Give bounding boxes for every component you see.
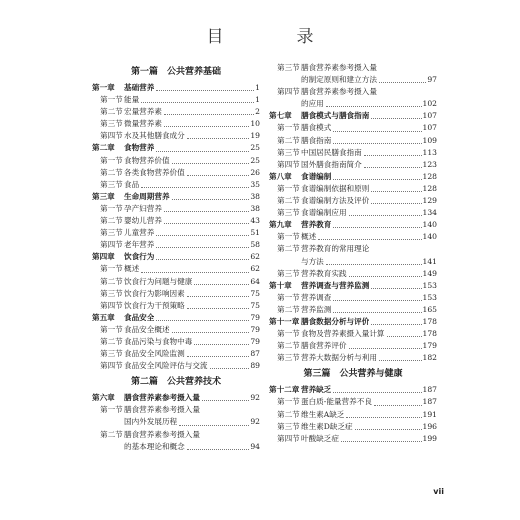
toc-page-number: 187	[422, 385, 437, 395]
toc-leader-dots	[172, 199, 250, 200]
toc-page-number: 149	[422, 268, 437, 278]
toc-page-number: 140	[422, 232, 437, 242]
toc-entry-title: 饮食行为	[124, 252, 155, 262]
toc-section-entry	[269, 183, 437, 195]
toc-leader-dots	[179, 425, 249, 426]
toc-entry-title: 宏量营养素	[124, 107, 162, 117]
toc-entry-label: 第三节	[277, 147, 300, 157]
toc-leader-dots	[326, 264, 422, 265]
toc-page-number: 187	[422, 397, 437, 407]
toc-entry-continuation	[92, 441, 260, 453]
toc-chapter-entry	[269, 171, 437, 183]
toc-part-heading: 第三篇 公共营养与健康	[303, 369, 403, 380]
toc-leader-dots	[156, 151, 249, 152]
toc-entry-title: 膳食营养素参考摄入量	[301, 87, 377, 97]
toc-leader-dots	[379, 360, 422, 361]
toc-entry-title: 食品安全概述	[124, 324, 170, 334]
toc-entry-label: 第四节	[100, 240, 123, 250]
toc-leader-dots	[333, 179, 421, 180]
toc-entry-title: 食谱编制应用	[301, 208, 347, 218]
toc-entry-label: 第七章	[269, 111, 292, 121]
toc-chapter-entry	[92, 392, 260, 404]
toc-entry-title: 膳食营养评价	[301, 341, 347, 351]
toc-entry-label: 第三节	[100, 349, 123, 359]
toc-entry-label: 第三节	[277, 353, 300, 363]
toc-leader-dots	[374, 405, 422, 406]
toc-entry-title: 能量	[124, 95, 140, 105]
page-title: 目 录	[206, 27, 342, 47]
toc-entry-continuation	[269, 256, 437, 268]
toc-entry-title: 食品	[124, 179, 140, 189]
toc-page-number: 75	[250, 300, 260, 310]
toc-leader-dots	[355, 429, 422, 430]
toc-section-entry	[269, 62, 437, 74]
toc-page-number: 26	[250, 167, 260, 177]
toc-entry-title: 中国居民膳食指南	[301, 147, 362, 157]
toc-entry-title: 的基本理论和概念	[124, 441, 185, 451]
toc-section-entry	[92, 215, 260, 227]
toc-entry-continuation	[269, 98, 437, 110]
toc-page-number: 165	[422, 304, 437, 314]
toc-entry-label: 第四节	[277, 433, 300, 443]
toc-page-number: 178	[422, 329, 437, 339]
toc-entry-title: 营养教育的常用理论	[301, 244, 370, 254]
toc-section-entry	[92, 227, 260, 239]
toc-chapter-entry	[92, 142, 260, 154]
toc-entry-label: 第二节	[277, 409, 300, 419]
toc-entry-title: 的应用	[301, 99, 324, 109]
toc-entry-title: 膳食营养素参考摄入量	[124, 429, 200, 439]
toc-leader-dots	[326, 106, 422, 107]
toc-chapter-entry	[92, 82, 260, 94]
toc-page-number: 1	[255, 83, 260, 92]
toc-section-entry	[92, 94, 260, 106]
toc-leader-dots	[164, 223, 249, 224]
toc-entry-title: 饮食行为问题与健康	[124, 276, 193, 286]
toc-page-number: 38	[250, 203, 260, 213]
toc-chapter-entry	[92, 251, 260, 263]
toc-chapter-entry	[92, 312, 260, 324]
toc-page-number: 97	[427, 75, 437, 85]
toc-chapter-entry	[269, 384, 437, 396]
toc-page-number: 113	[422, 147, 437, 157]
toc-entry-title: 食物营养	[124, 143, 155, 153]
toc-leader-dots	[371, 118, 421, 119]
toc-page-number: 107	[422, 123, 437, 133]
toc-entry-label: 第三节	[277, 208, 300, 218]
toc-leader-dots	[141, 102, 254, 103]
toc-page-number: 2	[255, 107, 260, 117]
toc-section-entry	[92, 324, 260, 336]
toc-entry-title: 营养教育实践	[301, 268, 347, 278]
toc-leader-dots	[349, 348, 422, 349]
toc-leader-dots	[194, 284, 249, 285]
toc-leader-dots	[156, 247, 249, 248]
toc-entry-title: 国内外发展历程	[124, 417, 178, 427]
toc-entry-label: 第三节	[277, 421, 300, 431]
toc-page-number: 25	[250, 155, 260, 165]
toc-section-entry	[269, 147, 437, 159]
toc-page-number: 35	[250, 179, 260, 189]
toc-entry-label: 第一节	[277, 329, 300, 339]
toc-entry-label: 第二节	[100, 336, 123, 346]
toc-leader-dots	[333, 392, 421, 393]
toc-section-entry	[92, 263, 260, 275]
toc-part-heading: 第二篇 公共营养技术	[130, 377, 221, 388]
toc-entry-label: 第三节	[100, 228, 123, 238]
toc-page-number: 153	[422, 280, 437, 290]
toc-page-number: 10	[250, 119, 260, 129]
toc-section-entry	[269, 396, 437, 408]
toc-leader-dots	[333, 227, 421, 228]
toc-leader-dots	[194, 344, 249, 345]
toc-leader-dots	[387, 336, 422, 337]
toc-leader-dots	[187, 356, 250, 357]
toc-entry-label: 第一节	[277, 232, 300, 242]
toc-leader-dots	[333, 131, 421, 132]
toc-entry-title: 的制定原则和建立方法	[301, 75, 377, 85]
toc-section-entry	[269, 207, 437, 219]
toc-entry-label: 第三章	[92, 191, 115, 201]
toc-entry-label: 第一节	[277, 183, 300, 193]
toc-entry-label: 第一节	[100, 405, 123, 415]
toc-leader-dots	[164, 126, 249, 127]
toc-entry-title: 概述	[124, 264, 140, 274]
toc-leader-dots	[379, 82, 426, 83]
toc-entry-title: 食谱编制方法及评价	[301, 196, 370, 206]
toc-page-number: 107	[422, 111, 437, 121]
toc-entry-title: 营养调查与营养监测	[301, 280, 370, 290]
toc-section-entry	[92, 106, 260, 118]
toc-entry-label: 第一节	[100, 324, 123, 334]
toc-entry-title: 食物营养价值	[124, 155, 170, 165]
toc-entry-label: 第二节	[100, 276, 123, 286]
toc-leader-dots	[141, 187, 249, 188]
toc-section-entry	[269, 328, 437, 340]
toc-leader-dots	[156, 235, 249, 236]
toc-section-entry	[92, 118, 260, 130]
toc-page-number: 140	[422, 220, 437, 230]
toc-section-entry	[269, 292, 437, 304]
toc-entry-label: 第一节	[277, 397, 300, 407]
toc-entry-title: 膳食营养素参考摄入量	[124, 405, 200, 415]
toc-entry-label: 第八章	[269, 171, 292, 181]
toc-entry-label: 第二节	[100, 429, 123, 439]
toc-page-number: 64	[250, 276, 260, 286]
toc-leader-dots	[371, 288, 421, 289]
toc-section-entry	[92, 276, 260, 288]
toc-page-number: 102	[422, 99, 437, 109]
toc-entry-label: 第二节	[100, 107, 123, 117]
toc-chapter-entry	[269, 280, 437, 292]
toc-section-entry	[92, 429, 260, 441]
toc-entry-label: 第二章	[92, 143, 115, 153]
toc-section-entry	[269, 352, 437, 364]
toc-entry-label: 第二节	[277, 196, 300, 206]
toc-entry-label: 第一节	[100, 155, 123, 165]
toc-leader-dots	[172, 332, 250, 333]
toc-entry-label: 第一节	[277, 292, 300, 302]
toc-leader-dots	[187, 175, 250, 176]
toc-leader-dots	[164, 114, 254, 115]
toc-leader-dots	[349, 276, 422, 277]
toc-entry-title: 食谱编制	[301, 171, 332, 181]
toc-section-entry	[92, 155, 260, 167]
toc-entry-label: 第二节	[277, 304, 300, 314]
toc-leader-dots	[187, 449, 250, 450]
toc-entry-title: 各类食物营养价值	[124, 167, 185, 177]
toc-page-number: 79	[250, 336, 260, 346]
toc-section-entry	[269, 268, 437, 280]
toc-section-entry	[269, 135, 437, 147]
toc-entry-title: 营养大数据分析与利用	[301, 353, 377, 363]
toc-page-number: 178	[422, 316, 437, 326]
toc-section-entry	[92, 300, 260, 312]
toc-section-entry	[92, 336, 260, 348]
toc-entry-title: 水及其他膳食成分	[124, 131, 185, 141]
toc-section-entry	[269, 195, 437, 207]
toc-entry-continuation	[92, 416, 260, 428]
toc-page-number: 43	[250, 216, 260, 226]
toc-left-column	[92, 62, 260, 453]
toc-entry-title: 营养教育	[301, 220, 332, 230]
toc-entry-label: 第一节	[100, 95, 123, 105]
toc-page-number: 79	[250, 324, 260, 334]
toc-chapter-entry	[269, 219, 437, 231]
toc-page-number: 128	[422, 183, 437, 193]
page-number: vii	[433, 487, 444, 496]
toc-page-number: 182	[422, 353, 437, 363]
toc-entry-label: 第二节	[100, 216, 123, 226]
toc-section-entry	[92, 404, 260, 416]
toc-leader-dots	[364, 155, 422, 156]
toc-entry-title: 食品安全风险评估与交流	[124, 361, 208, 371]
toc-entry-title: 孕产妇营养	[124, 203, 162, 213]
toc-leader-dots	[364, 167, 422, 168]
toc-section-entry	[269, 86, 437, 98]
toc-entry-label: 第四节	[277, 159, 300, 169]
toc-page-number: 199	[422, 433, 437, 443]
toc-entry-title: 蛋白质-能量营养不良	[301, 397, 372, 407]
toc-leader-dots	[187, 138, 250, 139]
toc-section-entry	[92, 288, 260, 300]
toc-entry-label: 第一节	[100, 203, 123, 213]
toc-entry-label: 第三节	[100, 288, 123, 298]
toc-section-entry	[269, 340, 437, 352]
toc-page-number: 25	[250, 143, 260, 153]
toc-section-entry	[269, 433, 437, 445]
toc-leader-dots	[349, 215, 422, 216]
toc-entry-label: 第五章	[92, 312, 115, 322]
toc-leader-dots	[156, 90, 254, 91]
toc-entry-title: 维生素D缺乏症	[301, 421, 353, 431]
toc-section-entry	[92, 130, 260, 142]
toc-entry-label: 第二节	[100, 167, 123, 177]
toc-leader-dots	[141, 272, 249, 273]
toc-page-number: 123	[422, 159, 437, 169]
toc-page-number: 191	[422, 409, 437, 419]
toc-leader-dots	[333, 312, 421, 313]
toc-entry-title: 膳食营养素参考摄入量	[124, 393, 200, 403]
toc-entry-title: 概述	[301, 232, 317, 242]
toc-entry-label: 第四节	[277, 87, 300, 97]
toc-entry-label: 第一章	[92, 83, 115, 92]
toc-section-entry	[269, 304, 437, 316]
toc-section-entry	[92, 239, 260, 251]
toc-section-entry	[269, 421, 437, 433]
toc-page-number: 109	[422, 135, 437, 145]
toc-entry-label: 第十二章	[269, 385, 300, 395]
toc-leader-dots	[341, 441, 422, 442]
toc-entry-label: 第三节	[100, 119, 123, 129]
toc-page-number: 79	[250, 312, 260, 322]
toc-section-entry	[269, 122, 437, 134]
toc-leader-dots	[371, 191, 421, 192]
toc-entry-label: 第十章	[269, 280, 292, 290]
toc-entry-label: 第十一章	[269, 316, 300, 326]
toc-entry-title: 儿童营养	[124, 228, 155, 238]
toc-entry-label: 第四节	[100, 131, 123, 141]
toc-page-number: 51	[250, 228, 260, 238]
toc-page-number: 141	[422, 256, 437, 266]
toc-entry-title: 膳食模式与膳食指南	[301, 111, 370, 121]
toc-leader-dots	[156, 259, 249, 260]
toc-section-entry	[92, 179, 260, 191]
toc-page-number: 87	[250, 349, 260, 359]
toc-entry-title: 食品安全	[124, 312, 155, 322]
toc-section-entry	[269, 231, 437, 243]
toc-page-number: 19	[250, 131, 260, 141]
toc-entry-title: 饮食行为影响因素	[124, 288, 185, 298]
toc-entry-continuation	[269, 74, 437, 86]
toc-entry-label: 第一节	[277, 123, 300, 133]
toc-leader-dots	[202, 400, 249, 401]
toc-entry-label: 第四节	[100, 300, 123, 310]
toc-entry-title: 营养缺乏	[301, 385, 332, 395]
toc-section-entry	[269, 159, 437, 171]
toc-leader-dots	[371, 203, 421, 204]
toc-entry-title: 生命周期营养	[124, 191, 170, 201]
toc-entry-title: 饮食行为干预策略	[124, 300, 185, 310]
toc-leader-dots	[156, 320, 249, 321]
toc-leader-dots	[333, 300, 421, 301]
toc-page-number: 129	[422, 196, 437, 206]
toc-page-number: 75	[250, 288, 260, 298]
toc-leader-dots	[318, 239, 421, 240]
toc-entry-title: 膳食营养素参考摄入量	[301, 63, 377, 72]
toc-leader-dots	[333, 143, 421, 144]
toc-entry-title: 膳食指南	[301, 135, 332, 145]
toc-entry-title: 食物及营养素摄入量计算	[301, 329, 385, 339]
toc-entry-title: 微量营养素	[124, 119, 162, 129]
toc-page-number: 62	[250, 264, 260, 274]
toc-page-number: 196	[422, 421, 437, 431]
toc-leader-dots	[164, 211, 249, 212]
toc-section-entry	[92, 348, 260, 360]
toc-entry-label: 第二节	[277, 135, 300, 145]
toc-section-entry	[92, 360, 260, 372]
toc-page-number: 134	[422, 208, 437, 218]
toc-entry-label: 第三节	[100, 179, 123, 189]
toc-entry-label: 第三节	[277, 268, 300, 278]
toc-chapter-entry	[92, 191, 260, 203]
toc-part-heading: 第一篇 公共营养基础	[130, 67, 221, 77]
toc-leader-dots	[371, 324, 421, 325]
toc-entry-label: 第一节	[100, 264, 123, 274]
toc-page-number: 89	[250, 361, 260, 371]
toc-page-number: 1	[255, 95, 260, 105]
toc-right-column	[269, 62, 437, 445]
toc-chapter-entry	[269, 110, 437, 122]
toc-entry-title: 维生素A缺乏	[301, 409, 345, 419]
toc-entry-title: 营养调查	[301, 292, 332, 302]
toc-entry-title: 婴幼儿营养	[124, 216, 162, 226]
toc-page-number: 58	[250, 240, 260, 250]
toc-entry-label: 第三节	[277, 63, 300, 72]
toc-page-number: 92	[250, 393, 260, 403]
toc-leader-dots	[187, 308, 250, 309]
toc-leader-dots	[346, 417, 421, 418]
toc-page-number: 92	[250, 417, 260, 427]
toc-entry-label: 第四章	[92, 252, 115, 262]
toc-page-number: 94	[250, 441, 260, 451]
toc-section-entry	[269, 409, 437, 421]
toc-leader-dots	[210, 368, 250, 369]
toc-entry-label: 第二节	[277, 244, 300, 254]
toc-entry-title: 老年营养	[124, 240, 155, 250]
toc-entry-label: 第九章	[269, 220, 292, 230]
toc-entry-title: 营养监测	[301, 304, 332, 314]
toc-chapter-entry	[269, 316, 437, 328]
toc-section-entry	[269, 243, 437, 255]
toc-entry-label: 第四节	[100, 361, 123, 371]
toc-page-number: 38	[250, 191, 260, 201]
toc-leader-dots	[187, 296, 250, 297]
toc-entry-label: 第六章	[92, 393, 115, 403]
toc-entry-title: 基础营养	[124, 83, 155, 92]
toc-page-number: 179	[422, 341, 437, 351]
toc-entry-title: 膳食模式	[301, 123, 332, 133]
toc-leader-dots	[172, 163, 250, 164]
toc-entry-title: 食品安全风险监测	[124, 349, 185, 359]
toc-section-entry	[92, 203, 260, 215]
toc-entry-label: 第二节	[277, 341, 300, 351]
toc-section-entry	[92, 167, 260, 179]
toc-page-number: 153	[422, 292, 437, 302]
toc-entry-title: 食品污染与食物中毒	[124, 336, 193, 346]
toc-entry-title: 与方法	[301, 256, 324, 266]
toc-page-number: 128	[422, 171, 437, 181]
toc-page-number: 62	[250, 252, 260, 262]
toc-entry-title: 国外膳食指南简介	[301, 159, 362, 169]
toc-entry-title: 叶酸缺乏症	[301, 433, 339, 443]
toc-entry-title: 膳食数据分析与评价	[301, 316, 370, 326]
toc-entry-title: 食谱编制依据和原则	[301, 183, 370, 193]
